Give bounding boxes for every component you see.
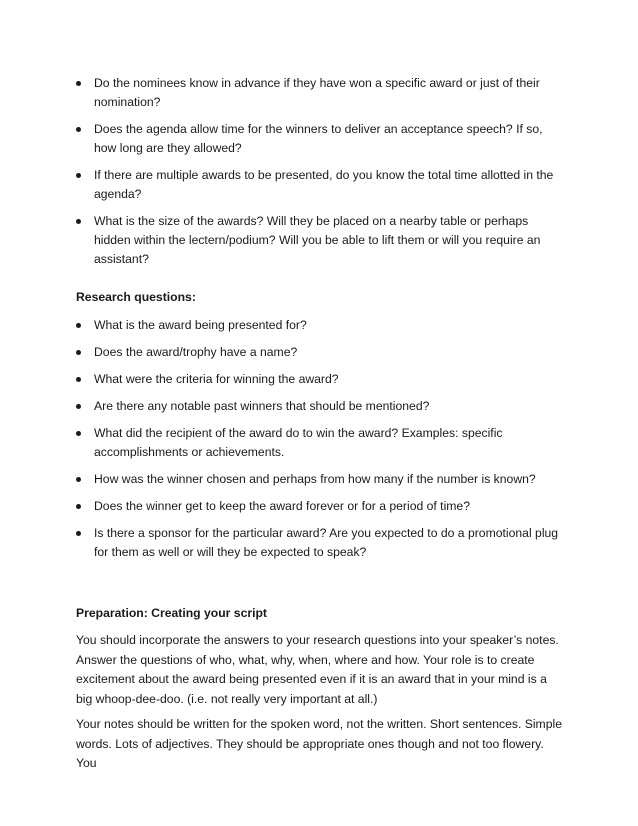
list-item-text: What did the recipient of the award do to win the award? Examples: specific accomplishments or achievements.	[94, 426, 503, 459]
list-item	[76, 397, 562, 416]
list-item	[76, 74, 562, 112]
research-heading: Research questions:	[76, 290, 196, 304]
list-item	[76, 497, 562, 516]
list-item	[76, 120, 562, 158]
bullet-icon	[76, 477, 81, 482]
list-item-text: Does the winner get to keep the award forever or for a period of time?	[94, 499, 470, 513]
bullet-icon	[76, 127, 81, 132]
list-item	[76, 424, 562, 462]
list-item	[76, 343, 562, 362]
research-question-list	[76, 316, 562, 570]
list-item	[76, 524, 562, 562]
list-item	[76, 470, 562, 489]
bullet-icon	[76, 404, 81, 409]
bullet-icon	[76, 219, 81, 224]
bullet-icon	[76, 323, 81, 328]
bullet-icon	[76, 173, 81, 178]
preparation-paragraph-2: Your notes should be written for the spoken word, not the written. Short sentences. Simple words. Lots of adjectives. They should be appropriate ones though and not too flowery. You	[76, 717, 562, 770]
preparation-paragraph-1: You should incorporate the answers to your research questions into your speaker’s notes. Answer the questions of who, what, why, when, where and how. Your role is to create excitement about the award being presented even if it is an award that in your mind is a big whoop-dee-doo. (i.e. not really very important at all.)	[76, 633, 559, 706]
list-item	[76, 316, 562, 335]
bullet-icon	[76, 431, 81, 436]
list-item-text: Are there any notable past winners that should be mentioned?	[94, 399, 430, 413]
list-item-text: Do the nominees know in advance if they have won a specific award or just of their nomination?	[94, 76, 540, 109]
list-item-text: What is the size of the awards? Will they be placed on a nearby table or perhaps hidden within the lectern/podium? Will you be able to lift them or will you require an assistant?	[94, 214, 541, 266]
bullet-icon	[76, 350, 81, 355]
list-item	[76, 212, 562, 269]
bullet-icon	[76, 81, 81, 86]
bullet-icon	[76, 531, 81, 536]
bullet-icon	[76, 504, 81, 509]
list-item-text: Does the agenda allow time for the winners to deliver an acceptance speech? If so, how long are they allowed?	[94, 122, 543, 155]
bullet-icon	[76, 377, 81, 382]
list-item-text: How was the winner chosen and perhaps from how many if the number is known?	[94, 472, 536, 486]
preparation-heading: Preparation: Creating your script	[76, 606, 267, 620]
list-item-text: What were the criteria for winning the award?	[94, 372, 339, 386]
list-item-text: Is there a sponsor for the particular award? Are you expected to do a promotional plug for them as well or will they be expected to speak?	[94, 526, 559, 559]
list-item-text: Does the award/trophy have a name?	[94, 345, 298, 359]
list-item	[76, 166, 562, 204]
agenda-question-list	[76, 74, 562, 277]
list-item-text: What is the award being presented for?	[94, 318, 307, 332]
list-item	[76, 370, 562, 389]
list-item-text: If there are multiple awards to be presented, do you know the total time allotted in the agenda?	[94, 168, 554, 201]
